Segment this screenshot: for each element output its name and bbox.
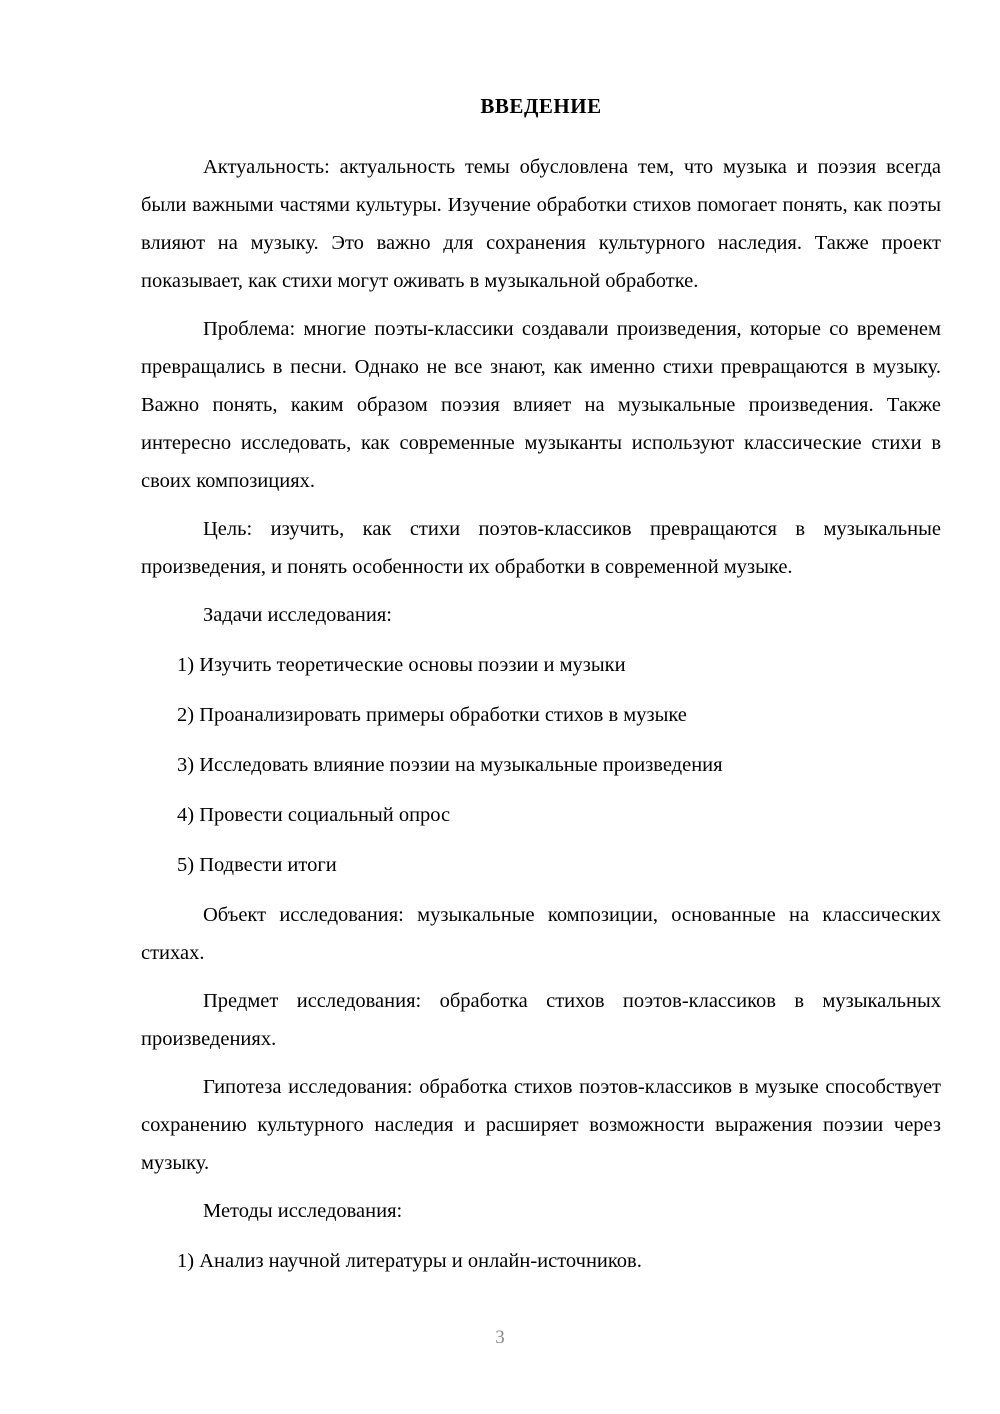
list-item: 2) Проанализировать примеры обработки стихов в музыке — [177, 704, 687, 726]
list-item: 4) Провести социальный опрос — [177, 804, 451, 826]
paragraph-relevance: Актуальность: актуальность темы обусловлена тем, что музыка и поэзия всегда были важными частями культуры. Изучение обработки стихов помогает понять, как поэты влияют на музыку. Это важно для сохранения культурного наследия. Также проект показывает, как стихи могут оживать в музыкальной обработке. — [141, 156, 941, 292]
heading-methods: Методы исследования: — [203, 1200, 403, 1222]
list-item: 1) Анализ научной литературы и онлайн-источников. — [177, 1250, 642, 1272]
paragraph-hypothesis: Гипотеза исследования: обработка стихов поэтов-классиков в музыке способствует сохранению культурного наследия и расширяет возможности выражения поэзии через музыку. — [141, 1076, 941, 1174]
page-number: 3 — [495, 1327, 505, 1348]
list-item: 1) Изучить теоретические основы поэзии и музыки — [177, 654, 626, 676]
paragraph-object: Объект исследования: музыкальные композиции, основанные на классических стихах. — [141, 904, 941, 964]
paragraph-problem: Проблема: многие поэты-классики создавали произведения, которые со временем превращались в песни. Однако не все знают, как именно стихи превращаются в музыку. Важно понять, каким образом поэзия влияет на музыкальные произведения. Также интересно исследовать, как современные музыканты используют классические стихи в своих композициях. — [141, 318, 941, 492]
paragraph-goal: Цель: изучить, как стихи поэтов-классиков превращаются в музыкальные произведения, и понять особенности их обработки в современной музыке. — [141, 518, 941, 578]
list-item: 3) Исследовать влияние поэзии на музыкальные произведения — [177, 754, 723, 776]
heading-tasks: Задачи исследования: — [203, 604, 392, 626]
page-title: ВВЕДЕНИЕ — [480, 94, 602, 118]
document-body — [141, 92, 941, 1292]
paragraph-subject: Предмет исследования: обработка стихов поэтов-классиков в музыкальных произведениях. — [141, 990, 941, 1050]
list-item: 5) Подвести итоги — [177, 854, 337, 876]
